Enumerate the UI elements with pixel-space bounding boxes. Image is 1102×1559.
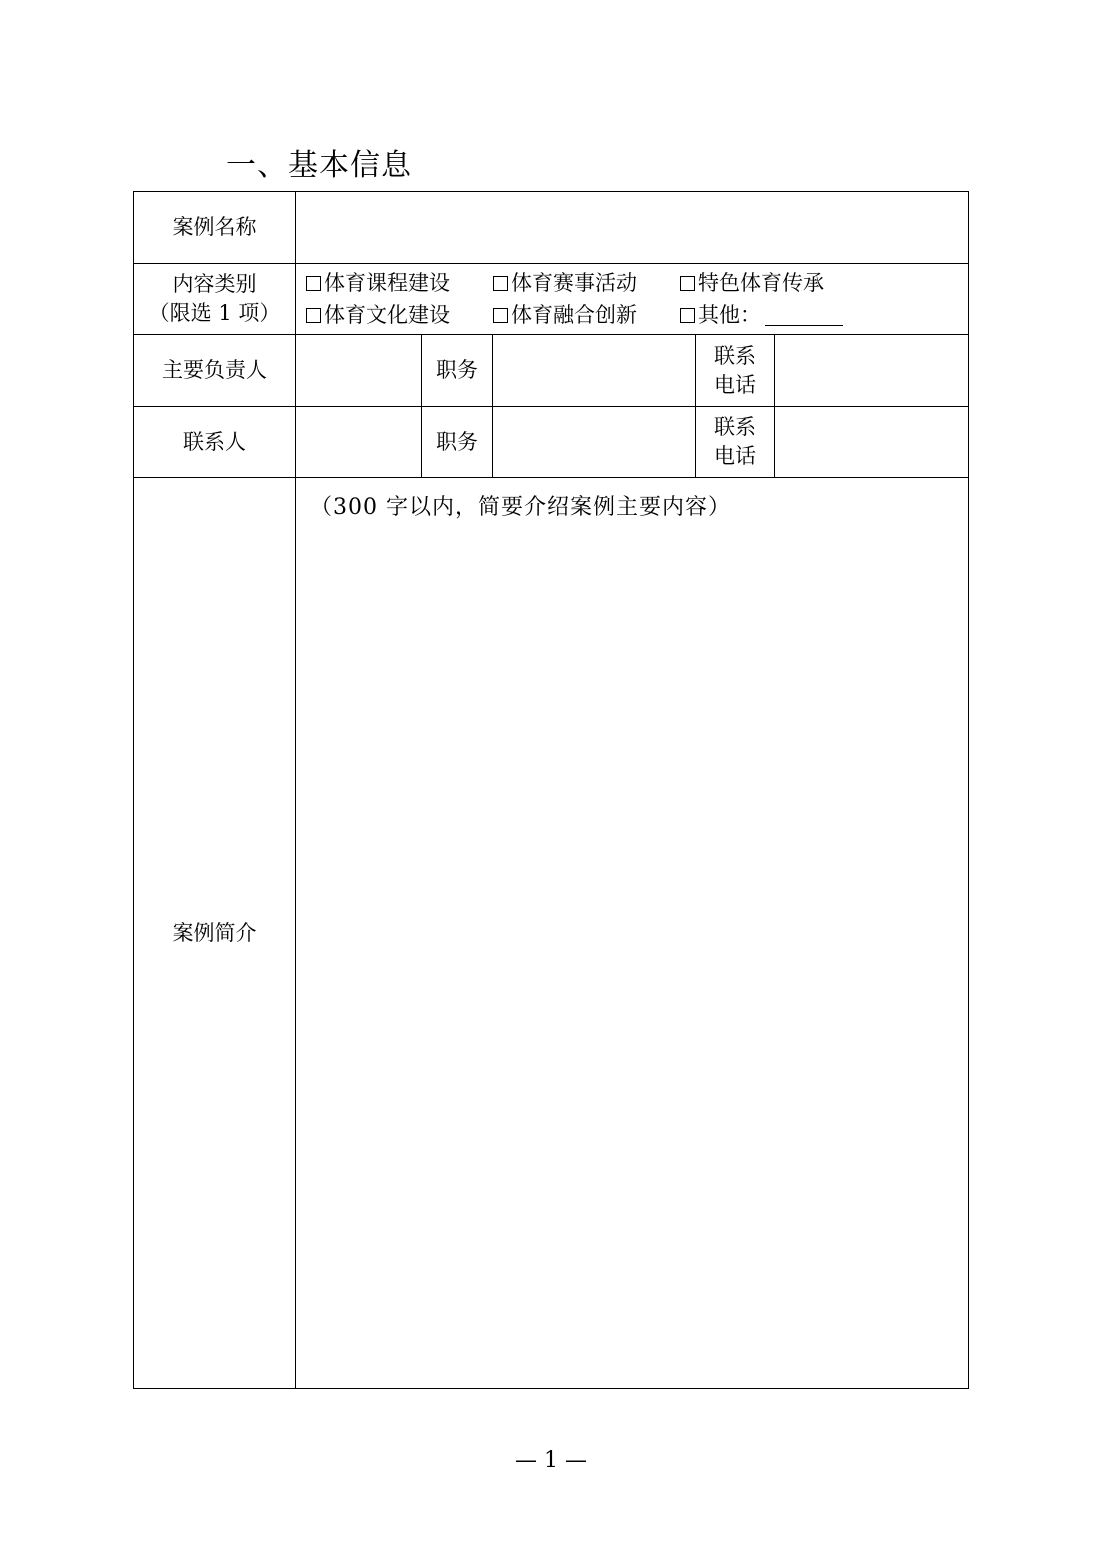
intro-hint: （300 字以内，简要介绍案例主要内容） [310,495,731,520]
option-sports-innovation[interactable] [493,299,680,331]
checkbox-icon[interactable] [306,308,321,323]
option-sports-heritage[interactable] [680,267,824,299]
contact-name-field[interactable] [296,407,422,478]
contact-row [134,407,969,478]
category-row [134,264,969,335]
option-label: 体育课程建设 [324,271,450,295]
lead-position-label: 职务 [422,335,493,407]
case-name-row [134,192,969,264]
lead-phone-label [696,335,775,407]
option-sports-events[interactable] [493,267,680,299]
checkbox-icon[interactable] [306,276,321,291]
option-label: 体育融合创新 [511,303,637,327]
lead-phone-field[interactable] [775,335,969,407]
phone-label-line1: 联系 [714,415,756,439]
intro-label: 案例简介 [134,478,296,1389]
checkbox-icon[interactable] [493,308,508,323]
case-name-label: 案例名称 [134,192,296,264]
phone-label-line2: 电话 [714,444,756,468]
option-label: 体育赛事活动 [511,271,637,295]
lead-label: 主要负责人 [134,335,296,407]
category-options [296,264,969,335]
category-label-line1: 内容类别 [172,272,257,296]
lead-row [134,335,969,407]
contact-phone-field[interactable] [775,407,969,478]
contact-position-label: 职务 [422,407,493,478]
options-row-2 [306,299,968,331]
basic-info-table [133,191,969,1389]
option-sports-culture[interactable] [306,299,493,331]
option-sports-curriculum[interactable] [306,267,493,299]
phone-label-line2: 电话 [714,372,756,397]
lead-name-field[interactable] [296,335,422,407]
checkbox-icon[interactable] [493,276,508,291]
page-number: — 1 — [515,1448,587,1473]
intro-row [134,478,969,1389]
category-label [134,264,296,335]
option-label: 其他： [698,303,761,327]
options-row-1 [306,267,968,299]
category-label-line2: （限选 1 项） [148,301,281,325]
intro-field[interactable] [296,478,969,1389]
checkbox-icon[interactable] [680,308,695,323]
lead-position-field[interactable] [493,335,696,407]
phone-label-line1: 联系 [714,343,756,368]
other-blank-line[interactable] [765,305,843,326]
checkbox-icon[interactable] [680,276,695,291]
option-label: 体育文化建设 [324,303,450,327]
contact-phone-label [696,407,775,478]
case-name-field[interactable] [296,192,969,264]
section-heading: 一、基本信息 [226,148,412,183]
contact-label: 联系人 [134,407,296,478]
option-other[interactable] [680,299,843,331]
contact-position-field[interactable] [493,407,696,478]
option-label: 特色体育传承 [698,271,824,295]
